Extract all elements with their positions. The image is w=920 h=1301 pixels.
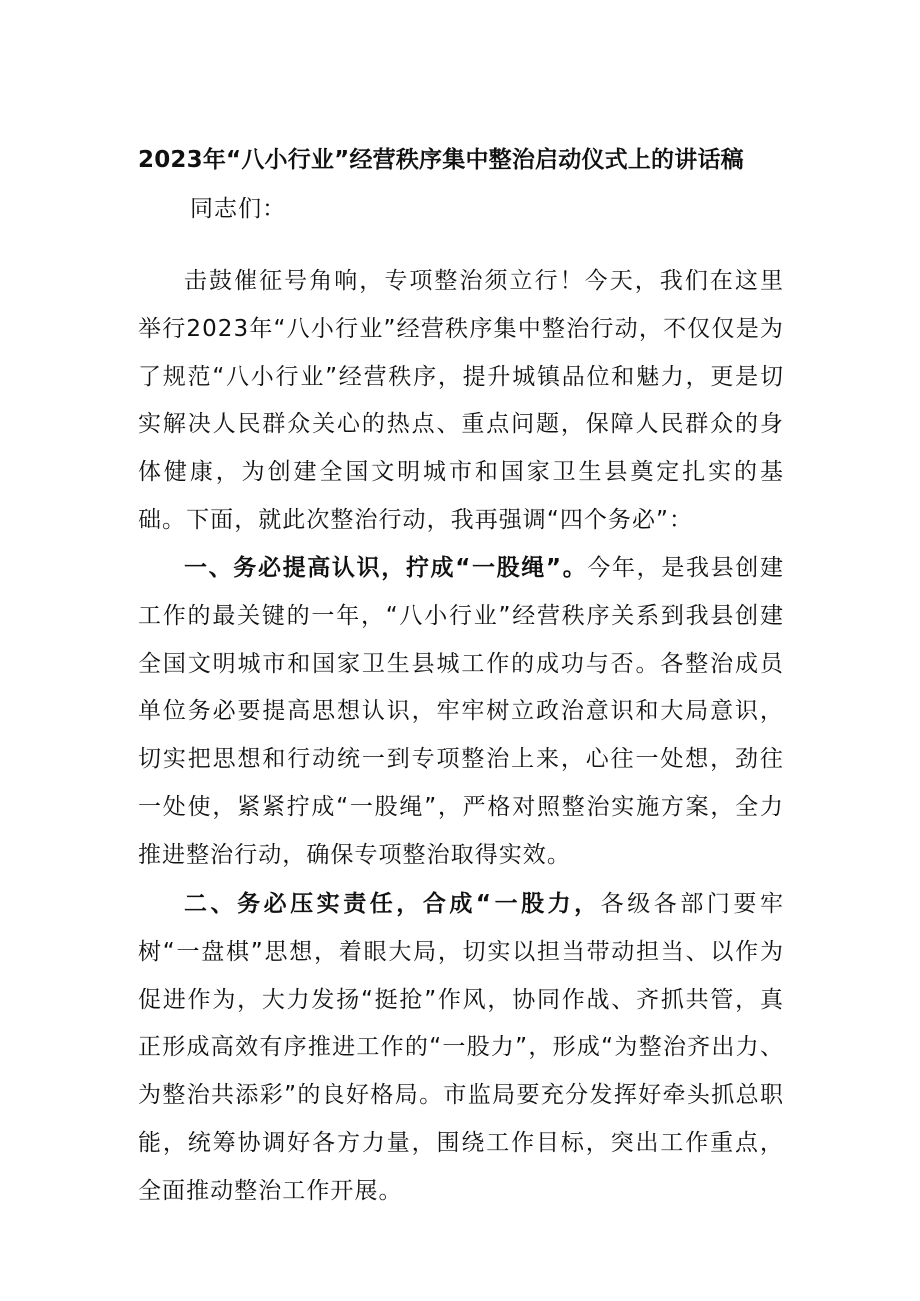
paragraph-lead: 二、务必压实责任，合成“一股力， — [184, 891, 601, 917]
paragraph-text: 今年，是我县创建工作的最关键的一年，“八小行业”经营秩序关系到我县创建全国文明城市和国家卫生县城工作的成功与否。各整治成员单位务必要提高思想认识，牢牢树立政治意识和大局意识，切实把思想和行动统一到专项整治上来，心往一处想，劲往一处使，紧紧拧成“一股绳”，严格对照整治实施方案，全力推进整治行动，确保专项整治取得实效。 — [138, 555, 784, 868]
paragraph-text: 击鼓催征号角响，专项整治须立行！今天，我们在这里举行2023年“八小行业”经营秩序集中整治行动，不仅仅是为了规范“八小行业”经营秩序，提升城镇品位和魅力，更是切实解决人民群众关心的热点、重点问题，保障人民群众的身体健康，为创建全国文明城市和国家卫生县奠定扎实的基础。下面，就此次整治行动，我再强调“四个务必”： — [138, 268, 784, 533]
paragraph-lead: 一、务必提高认识，拧成“一股绳”。 — [184, 555, 588, 581]
paragraph-point-two — [138, 881, 784, 1216]
paragraph-text: 各级各部门要牢树“一盘棋”思想，着眼大局，切实以担当带动担当、以作为促进作为，大力发扬“挺抢”作风，协同作战、齐抓共管，真正形成高效有序推进工作的“一股力”，形成“为整治齐出力、为整治共添彩”的良好格局。市监局要充分发挥好牵头抓总职能，统筹协调好各方力量，围绕工作目标，突出工作重点，全面推动整治工作开展。 — [138, 891, 784, 1204]
document-title: 2023年“八小行业”经营秩序集中整治启动仪式上的讲话稿 — [138, 147, 744, 173]
paragraph-point-one — [138, 545, 784, 880]
paragraph-intro — [138, 258, 784, 545]
salutation: 同志们： — [190, 196, 287, 222]
